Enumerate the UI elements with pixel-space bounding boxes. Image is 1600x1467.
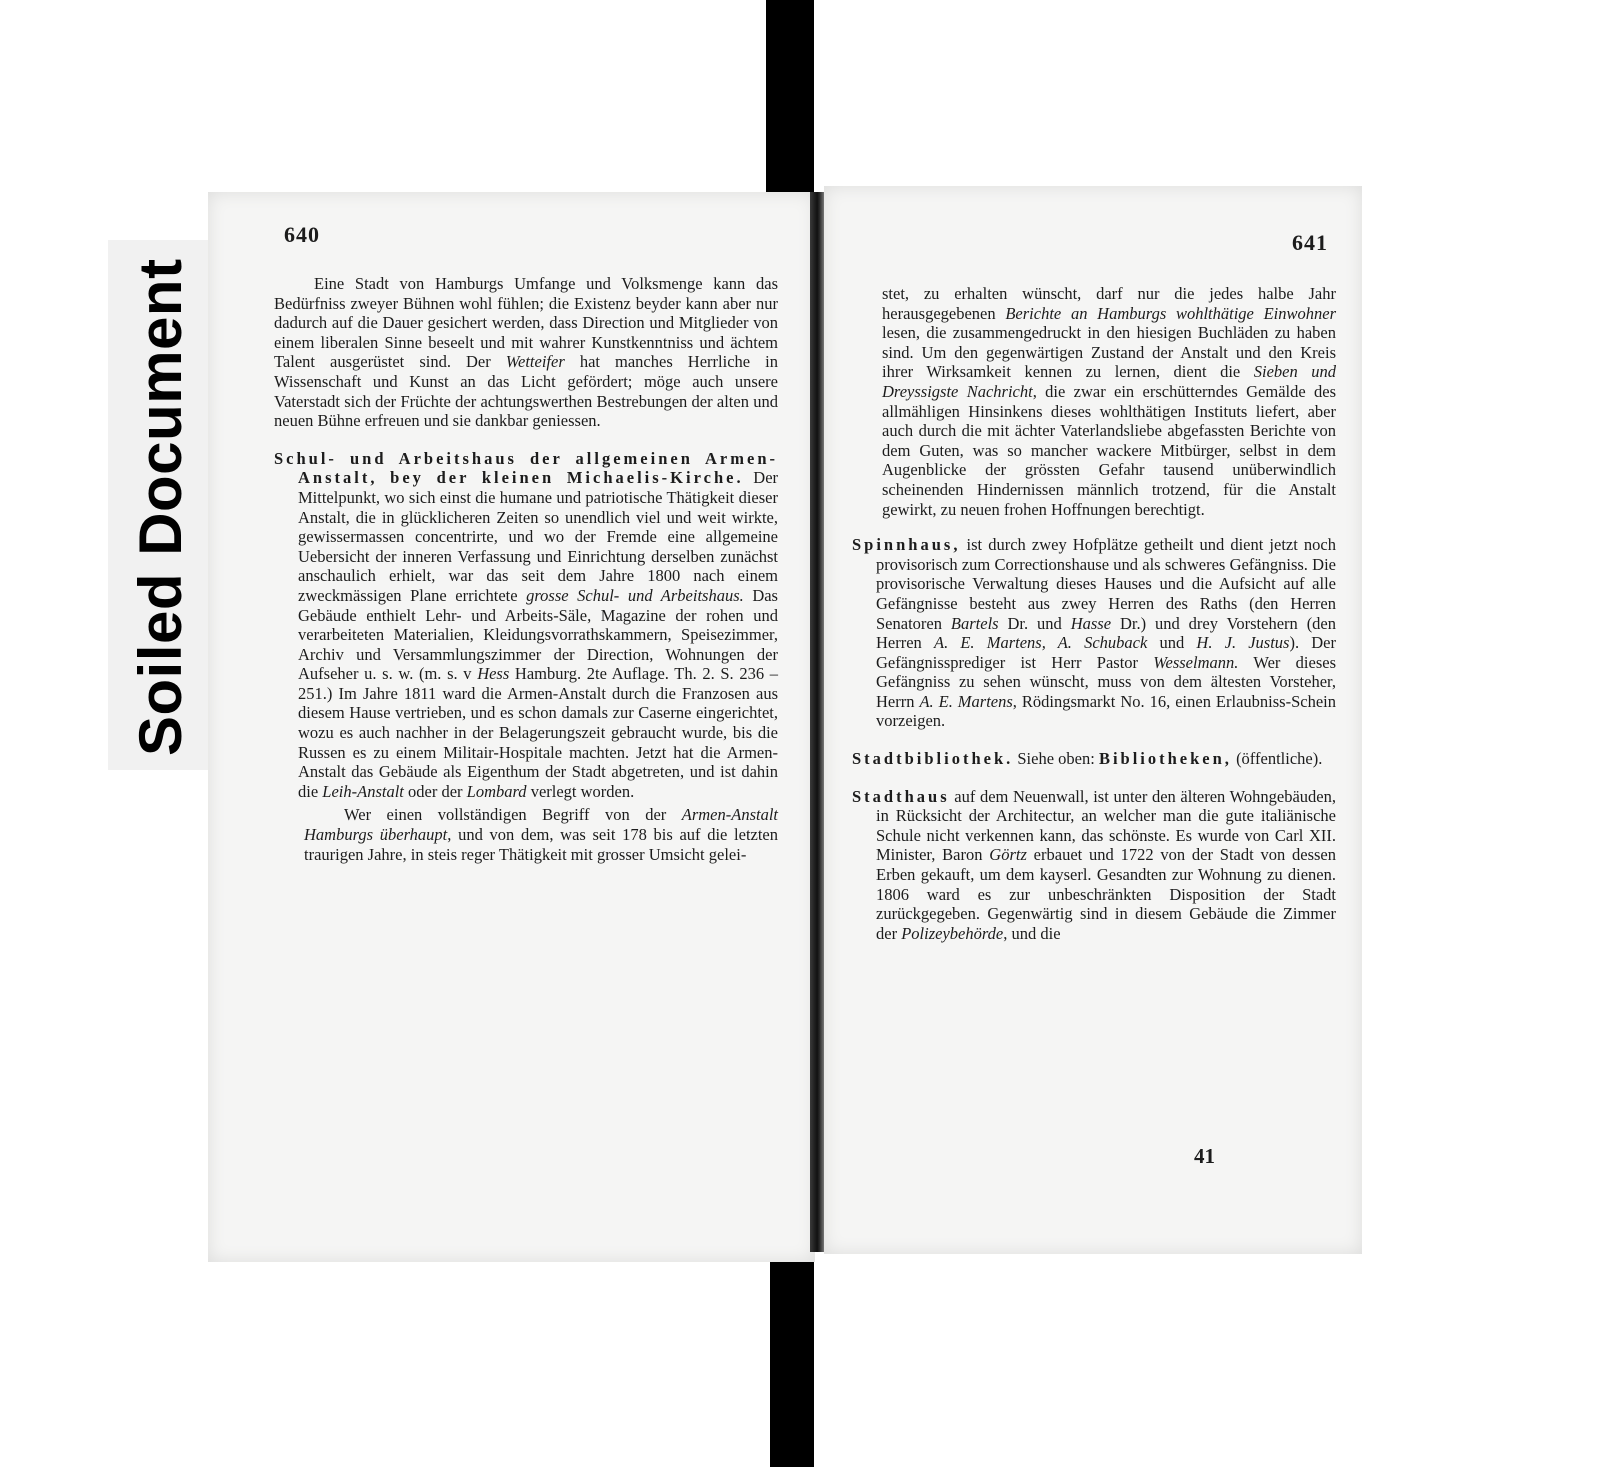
left-page xyxy=(208,192,815,1262)
entry-schul-und-arbeitshaus: Schul- und Arbeitshaus der allgemeinen Armen-Anstalt, bey der kleinen Michaelis-Kirche. Der Mittelpunkt, wo sich einst die humane und patriotische Thätigkeit dieser Anstalt, die in glücklicheren Zeiten so unendlich viel und weit wirkte, gewissermassen concentrirte, und wo der Fremde eine allgemeine Uebersicht der inneren Verfassung und Einrichtung derselben zunächst anschaulich erhielt, war das seit dem Jahre 1800 nach einem zweckmässigen Plane errichtete grosse Schul- und Arbeitshaus. Das Gebäude enthielt Lehr- und Arbeits-Säle, Magazine der rohen und verarbeiteten Materialien, Kleidungsvorrathskammern, Speisezimmer, Archiv und Versammlungszimmer der Direction, Wohnungen der Aufseher u. s. w. (m. s. v Hess Hamburg. 2te Auflage. Th. 2. S. 236 – 251.) Im Jahre 1811 ward die Armen-Anstalt durch die Franzosen aus diesem Hause vertrieben, und es schon damals zur Caserne eingerichtet, wozu es auch nachher in der Belagerungszeit gebraucht wurde, bis die Russen es zu einem Militair-Hospitale machten. Jetzt hat die Armen-Anstalt das Gebäude als Eigenthum der Stadt abgetreten, und ist dahin die Leih-Anstalt oder der Lombard verlegt worden. xyxy=(274,448,779,801)
signature-mark: 41 xyxy=(1194,1144,1215,1168)
entry-heading: Spinnhaus, xyxy=(852,535,961,555)
entry-stadthaus: Stadthaus auf dem Neuenwall, ist unter den älteren Wohngebäuden, in Rücksicht der Architectur, an welcher man die gute italiänische Schule nicht verkennen kann, das schönste. Es wurde von Carl XII. Minister, Baron Görtz erbauet und 1722 von der Stadt von dessen Erben gekauft, um dem kayserl. Gesandten zur Wohnung zu dienen. 1806 ward es zur unbeschränkten Disposition der Stadt zurückgegeben. Gegenwärtig sind in diesem Gebäude die Zimmer der Polizeybehörde, und die xyxy=(852,786,1337,943)
entry-stadtbibliothek: Stadtbibliothek. Siehe oben: Bibliotheken, (öffentliche). xyxy=(852,749,1323,769)
armen-anstalt-paragraph: Wer einen vollständigen Begriff von der Armen-Anstalt Hamburgs überhaupt, und von dem, was seit 178 bis auf die letzten traurigen Jahre, in steis reger Thätigkeit mit grosser Umsicht gelei- xyxy=(304,805,779,864)
page-number-right: 641 xyxy=(1292,230,1328,255)
spine-bottom-strip xyxy=(770,1252,814,1467)
entry-heading: Schul- und Arbeitshaus der allgemeinen Armen-Anstalt, bey der kleinen Michaelis-Kirche. xyxy=(274,448,778,488)
entry-heading: Stadtbibliothek. xyxy=(852,749,1014,769)
right-page-text xyxy=(852,284,1336,943)
page-number-left: 640 xyxy=(284,222,320,247)
entry-spinnhaus: Spinnhaus, ist durch zwey Hofplätze getheilt und dient jetzt noch provisorisch zum Correctionshause und als schweres Gefängniss. Die provisorische Verwaltung dieses Hauses und die Aufsicht auf alle Gefängnisse besteht aus zwey Herren des Raths (den Herren Senatoren Bartels Dr. und Hasse Dr.) und drey Vorstehern (den Herren A. E. Martens, A. Schuback und H. J. Justus). Der Gefängnissprediger ist Herr Pastor Wesselmann. Wer dieses Gefängniss zu sehen wünscht, muss von dem ältesten Vorsteher, Herrn A. E. Martens, Rödingsmarkt No. 16, einen Erlaubniss-Schein vorzeigen. xyxy=(852,535,1337,731)
soiled-document-stamp: Soiled Document xyxy=(127,258,194,756)
entry-heading: Stadthaus xyxy=(852,786,950,806)
right-page xyxy=(824,186,1362,1254)
continuation-paragraph: stet, zu erhalten wünscht, darf nur die jedes halbe Jahr herausgegebenen Berichte an Hamburgs wohlthätige Einwohner lesen, die zusammengedruckt in den hiesigen Buchläden zu haben sind. Um den gegenwärtigen Zustand der Anstalt und den Kreis ihrer Wirksamkeit kennen zu lernen, dient die Sieben und Dreyssigste Nachricht, die zwar ein erschütterndes Gemälde des allmähligen Hinsinkens dieses wohlthätigen Instituts liefert, aber auch durch die mit ächter Vaterlandsliebe abgefassten Berichte von dem Guten, was so mancher wackere Mitbürger, selbst in dem Augenblicke der grössten Gefahr tausend unüberwindlich scheinenden Hindernissen männlich trotzend, für die Anstalt gewirkt, zu neuen frohen Hoffnungen berechtigt. xyxy=(882,284,1337,519)
spine-top-strip xyxy=(766,0,814,195)
left-page-text xyxy=(274,274,778,864)
theatre-paragraph: Eine Stadt von Hamburgs Umfange und Volksmenge kann das Bedürfniss zweyer Bühnen wohl fühlen; die Existenz beyder kann aber nur dadurch auf die Dauer gesichert werden, dass Direction und Mitglieder von einem liberalen Sinne beseelt und mit wahrer Kunstkenntniss und ächtem Talent ausgerüstet sind. Der Wetteifer hat manches Herrliche in Wissenschaft und Kunst an das Licht gefördert; möge auch unsere Vaterstadt sich der Früchte der achtungswerthen Bestrebungen der alten und neuen Bühne erfreuen und sie dankbar geniessen. xyxy=(274,274,778,431)
